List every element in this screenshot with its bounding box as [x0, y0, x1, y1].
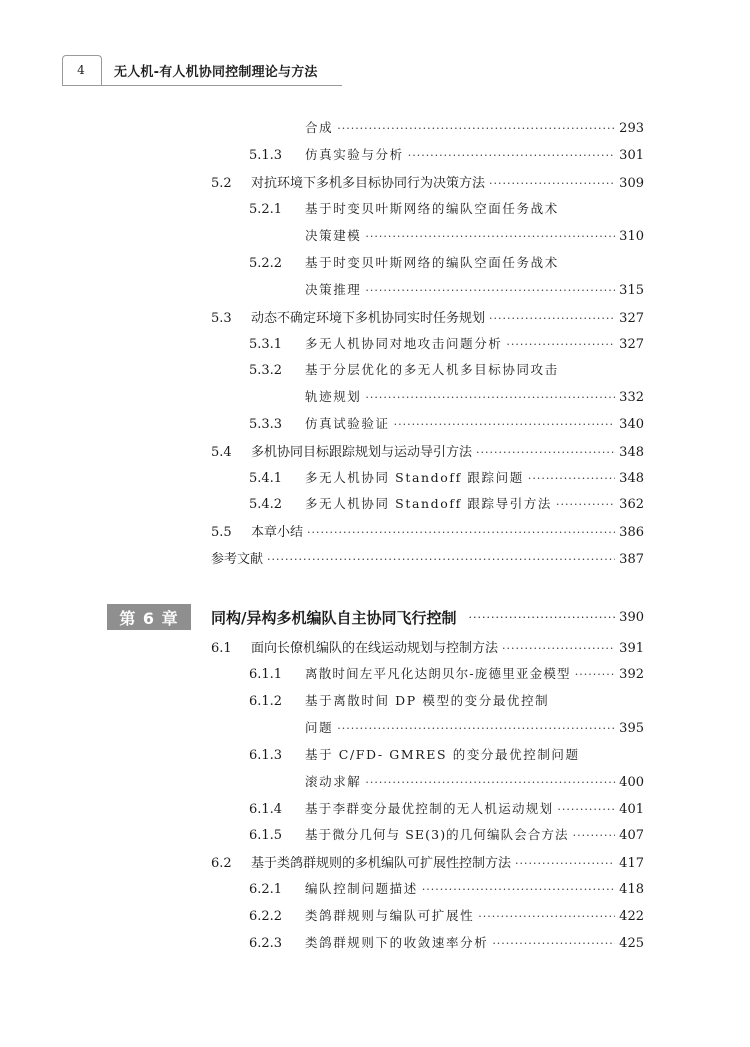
toc-entry[interactable] — [211, 441, 644, 463]
leader-dots — [422, 883, 615, 896]
toc-entry-page: 327 — [619, 337, 644, 352]
toc-entry-title: 基于时变贝叶斯网络的编队空面任务战术 — [305, 255, 559, 270]
toc-entry-title: 类鸽群规则与编队可扩展性 — [305, 908, 475, 923]
toc-entry-page: 327 — [619, 311, 644, 326]
toc-entry-title: 编队控制问题描述 — [305, 881, 418, 896]
toc-entry-page: 400 — [619, 775, 644, 790]
chapter-title: 同构/异构多机编队自主协同飞行控制 — [211, 608, 457, 627]
toc-entry-page: 401 — [619, 802, 644, 817]
toc-entry-page: 395 — [619, 721, 644, 736]
toc-entry-page: 362 — [619, 497, 644, 512]
toc-entry-page: 348 — [619, 471, 644, 486]
leader-dots — [365, 776, 615, 789]
toc-entry-number: 5.4.2 — [249, 497, 283, 512]
toc-entry-title: 轨迹规划 — [305, 389, 362, 404]
leader-dots — [492, 937, 615, 950]
leader-dots — [365, 284, 615, 297]
leader-dots — [528, 472, 615, 485]
toc-entry-title: 仿真试验验证 — [305, 416, 390, 431]
toc-entry[interactable] — [211, 172, 644, 194]
toc-entry-number: 6.1.1 — [249, 667, 283, 682]
toc-entry-number: 6.2.1 — [249, 882, 283, 897]
toc-entry-continuation[interactable] — [305, 280, 644, 302]
toc-entry-page: 315 — [619, 283, 644, 298]
leader-dots — [575, 668, 615, 681]
toc-entry-page: 417 — [619, 856, 644, 871]
toc-entry-title: 合成 — [305, 120, 334, 135]
toc-entry-page: 332 — [619, 390, 644, 405]
leader-dots — [489, 177, 615, 190]
running-header — [62, 55, 342, 87]
leader-dots — [267, 553, 615, 566]
leader-dots — [573, 829, 616, 842]
toc-entry-page: 293 — [619, 121, 644, 136]
toc-entry-page: 422 — [619, 909, 644, 924]
leader-dots — [478, 910, 615, 923]
toc-entry-title: 多无人机协同 Standoff 跟踪问题 — [305, 470, 524, 485]
toc-entry-number: 5.2 — [211, 176, 232, 191]
toc-entry-page: 407 — [619, 828, 644, 843]
leader-dots — [506, 338, 615, 351]
chapter-heading[interactable] — [107, 603, 644, 631]
toc-entry-title: 多无人机协同 Standoff 跟踪导引方法 — [305, 496, 553, 511]
toc-entry-title: 决策推理 — [305, 282, 362, 297]
toc-entry-title: 问题 — [305, 720, 334, 735]
leader-dots — [365, 391, 615, 404]
toc-entry[interactable] — [249, 906, 644, 928]
toc-entry[interactable] — [305, 118, 644, 140]
toc-entry-page: 309 — [619, 176, 644, 191]
leader-dots — [394, 418, 616, 431]
toc-entry[interactable] — [249, 468, 644, 490]
toc-entry[interactable] — [249, 745, 580, 767]
toc-entry-title: 面向长僚机编队的在线运动规划与控制方法 — [251, 641, 499, 656]
toc-entry[interactable] — [211, 852, 644, 874]
toc-entry[interactable] — [249, 933, 644, 955]
leader-dots — [337, 122, 615, 135]
toc-entry-page: 387 — [619, 552, 644, 567]
toc-entry-page: 310 — [619, 229, 644, 244]
toc-entry-page: 418 — [619, 882, 644, 897]
toc-entry-number: 6.1 — [211, 641, 232, 656]
toc-entry-title: 类鸽群规则下的收敛速率分析 — [305, 935, 489, 950]
leader-dots — [515, 857, 615, 870]
toc-entry-number: 6.1.5 — [249, 828, 283, 843]
toc-entry-number: 5.3.1 — [249, 337, 283, 352]
page-number: 4 — [77, 63, 85, 77]
toc-entry-number: 5.4 — [211, 445, 232, 460]
toc-entry[interactable] — [249, 334, 644, 356]
toc-entry-continuation[interactable] — [305, 718, 644, 740]
toc-entry-number: 6.1.4 — [249, 802, 283, 817]
toc-entry-number: 5.4.1 — [249, 471, 283, 486]
toc-entry-references[interactable] — [211, 548, 644, 570]
toc-entry-title: 离散时间左平凡化达朗贝尔-庞德里亚金模型 — [305, 666, 571, 681]
toc-entry-page: 348 — [619, 445, 644, 460]
toc-entry-title: 基于类鸽群规则的多机编队可扩展性控制方法 — [251, 856, 512, 871]
toc-entry-number: 5.3.2 — [249, 363, 283, 378]
toc-entry[interactable] — [249, 494, 644, 516]
toc-entry-title: 仿真实验与分析 — [305, 147, 404, 162]
leader-dots — [556, 498, 615, 511]
toc-entry-page: 425 — [619, 936, 644, 951]
toc-entry-title: 基于微分几何与 SE(3)的几何编队会合方法 — [305, 827, 569, 842]
toc-entry-page: 386 — [619, 525, 644, 540]
leader-dots — [489, 312, 615, 325]
toc-entry-number: 5.5 — [211, 525, 232, 540]
toc-entry[interactable] — [249, 253, 559, 275]
toc-entry-page: 301 — [619, 148, 644, 163]
toc-entry-title: 基于分层优化的多无人机多目标协同攻击 — [305, 362, 559, 377]
toc-entry-title: 本章小结 — [251, 525, 304, 540]
toc-entry-title: 对抗环境下多机多目标协同行为决策方法 — [251, 176, 486, 191]
toc-entry-title: 动态不确定环境下多机协同实时任务规划 — [251, 311, 486, 326]
toc-entry-number: 6.1.3 — [249, 748, 283, 763]
toc-entry-number: 5.1.3 — [249, 148, 283, 163]
leader-dots — [468, 611, 615, 624]
toc-entry[interactable] — [249, 664, 644, 686]
leader-dots — [557, 803, 615, 816]
toc-entry-title: 多机协同目标跟踪规划与运动导引方法 — [251, 445, 473, 460]
toc-entry[interactable] — [249, 691, 549, 713]
toc-entry-continuation[interactable] — [305, 772, 644, 794]
leader-dots — [502, 642, 615, 655]
toc-entry-number: 6.2 — [211, 856, 232, 871]
toc-entry-number: 6.2.2 — [249, 909, 283, 924]
leader-dots — [307, 526, 615, 539]
toc-entry[interactable] — [249, 799, 644, 821]
leader-dots — [337, 722, 615, 735]
toc-entry-title: 滚动求解 — [305, 774, 362, 789]
toc-entry-title: 基于时变贝叶斯网络的编队空面任务战术 — [305, 201, 559, 216]
toc-entry-title: 多无人机协同对地攻击问题分析 — [305, 336, 503, 351]
toc-entry-number: 5.2.2 — [249, 256, 283, 271]
toc-entry-number: 5.3.3 — [249, 417, 283, 432]
toc-entry-title: 决策建模 — [305, 228, 362, 243]
leader-dots — [408, 149, 615, 162]
toc-entry[interactable] — [249, 199, 559, 221]
toc-entry-number: 5.2.1 — [249, 202, 283, 217]
toc-entry-title: 基于离散时间 DP 模型的变分最优控制 — [305, 693, 550, 708]
toc-entry[interactable] — [249, 145, 644, 167]
toc-entry-title: 基于 C/FD- GMRES 的变分最优控制问题 — [305, 747, 580, 762]
toc-entry-continuation[interactable] — [305, 226, 644, 248]
toc-entry[interactable] — [249, 825, 644, 847]
chapter-badge: 第 6 章 — [107, 604, 191, 630]
chapter-page: 390 — [619, 609, 644, 625]
toc-entry[interactable] — [249, 360, 559, 382]
toc-entry-number: 6.1.2 — [249, 694, 283, 709]
toc-entry[interactable] — [211, 521, 644, 543]
header-rule — [62, 85, 342, 86]
book-title: 无人机-有人机协同控制理论与方法 — [114, 65, 318, 80]
toc-entry-title: 基于李群变分最优控制的无人机运动规划 — [305, 801, 554, 816]
leader-dots — [476, 446, 615, 459]
toc-entry-continuation[interactable] — [305, 387, 644, 409]
toc-entry-number: 6.2.3 — [249, 936, 283, 951]
leader-dots — [365, 230, 615, 243]
toc-entry-page: 391 — [619, 641, 644, 656]
toc-entry-page: 340 — [619, 417, 644, 432]
toc-entry[interactable] — [249, 879, 644, 901]
toc-entry-title: 参考文献 — [211, 552, 264, 567]
toc-entry[interactable] — [211, 637, 644, 659]
toc-entry-page: 392 — [619, 667, 644, 682]
toc-entry[interactable] — [211, 307, 644, 329]
toc-entry-number: 5.3 — [211, 311, 232, 326]
toc-entry[interactable] — [249, 414, 644, 436]
